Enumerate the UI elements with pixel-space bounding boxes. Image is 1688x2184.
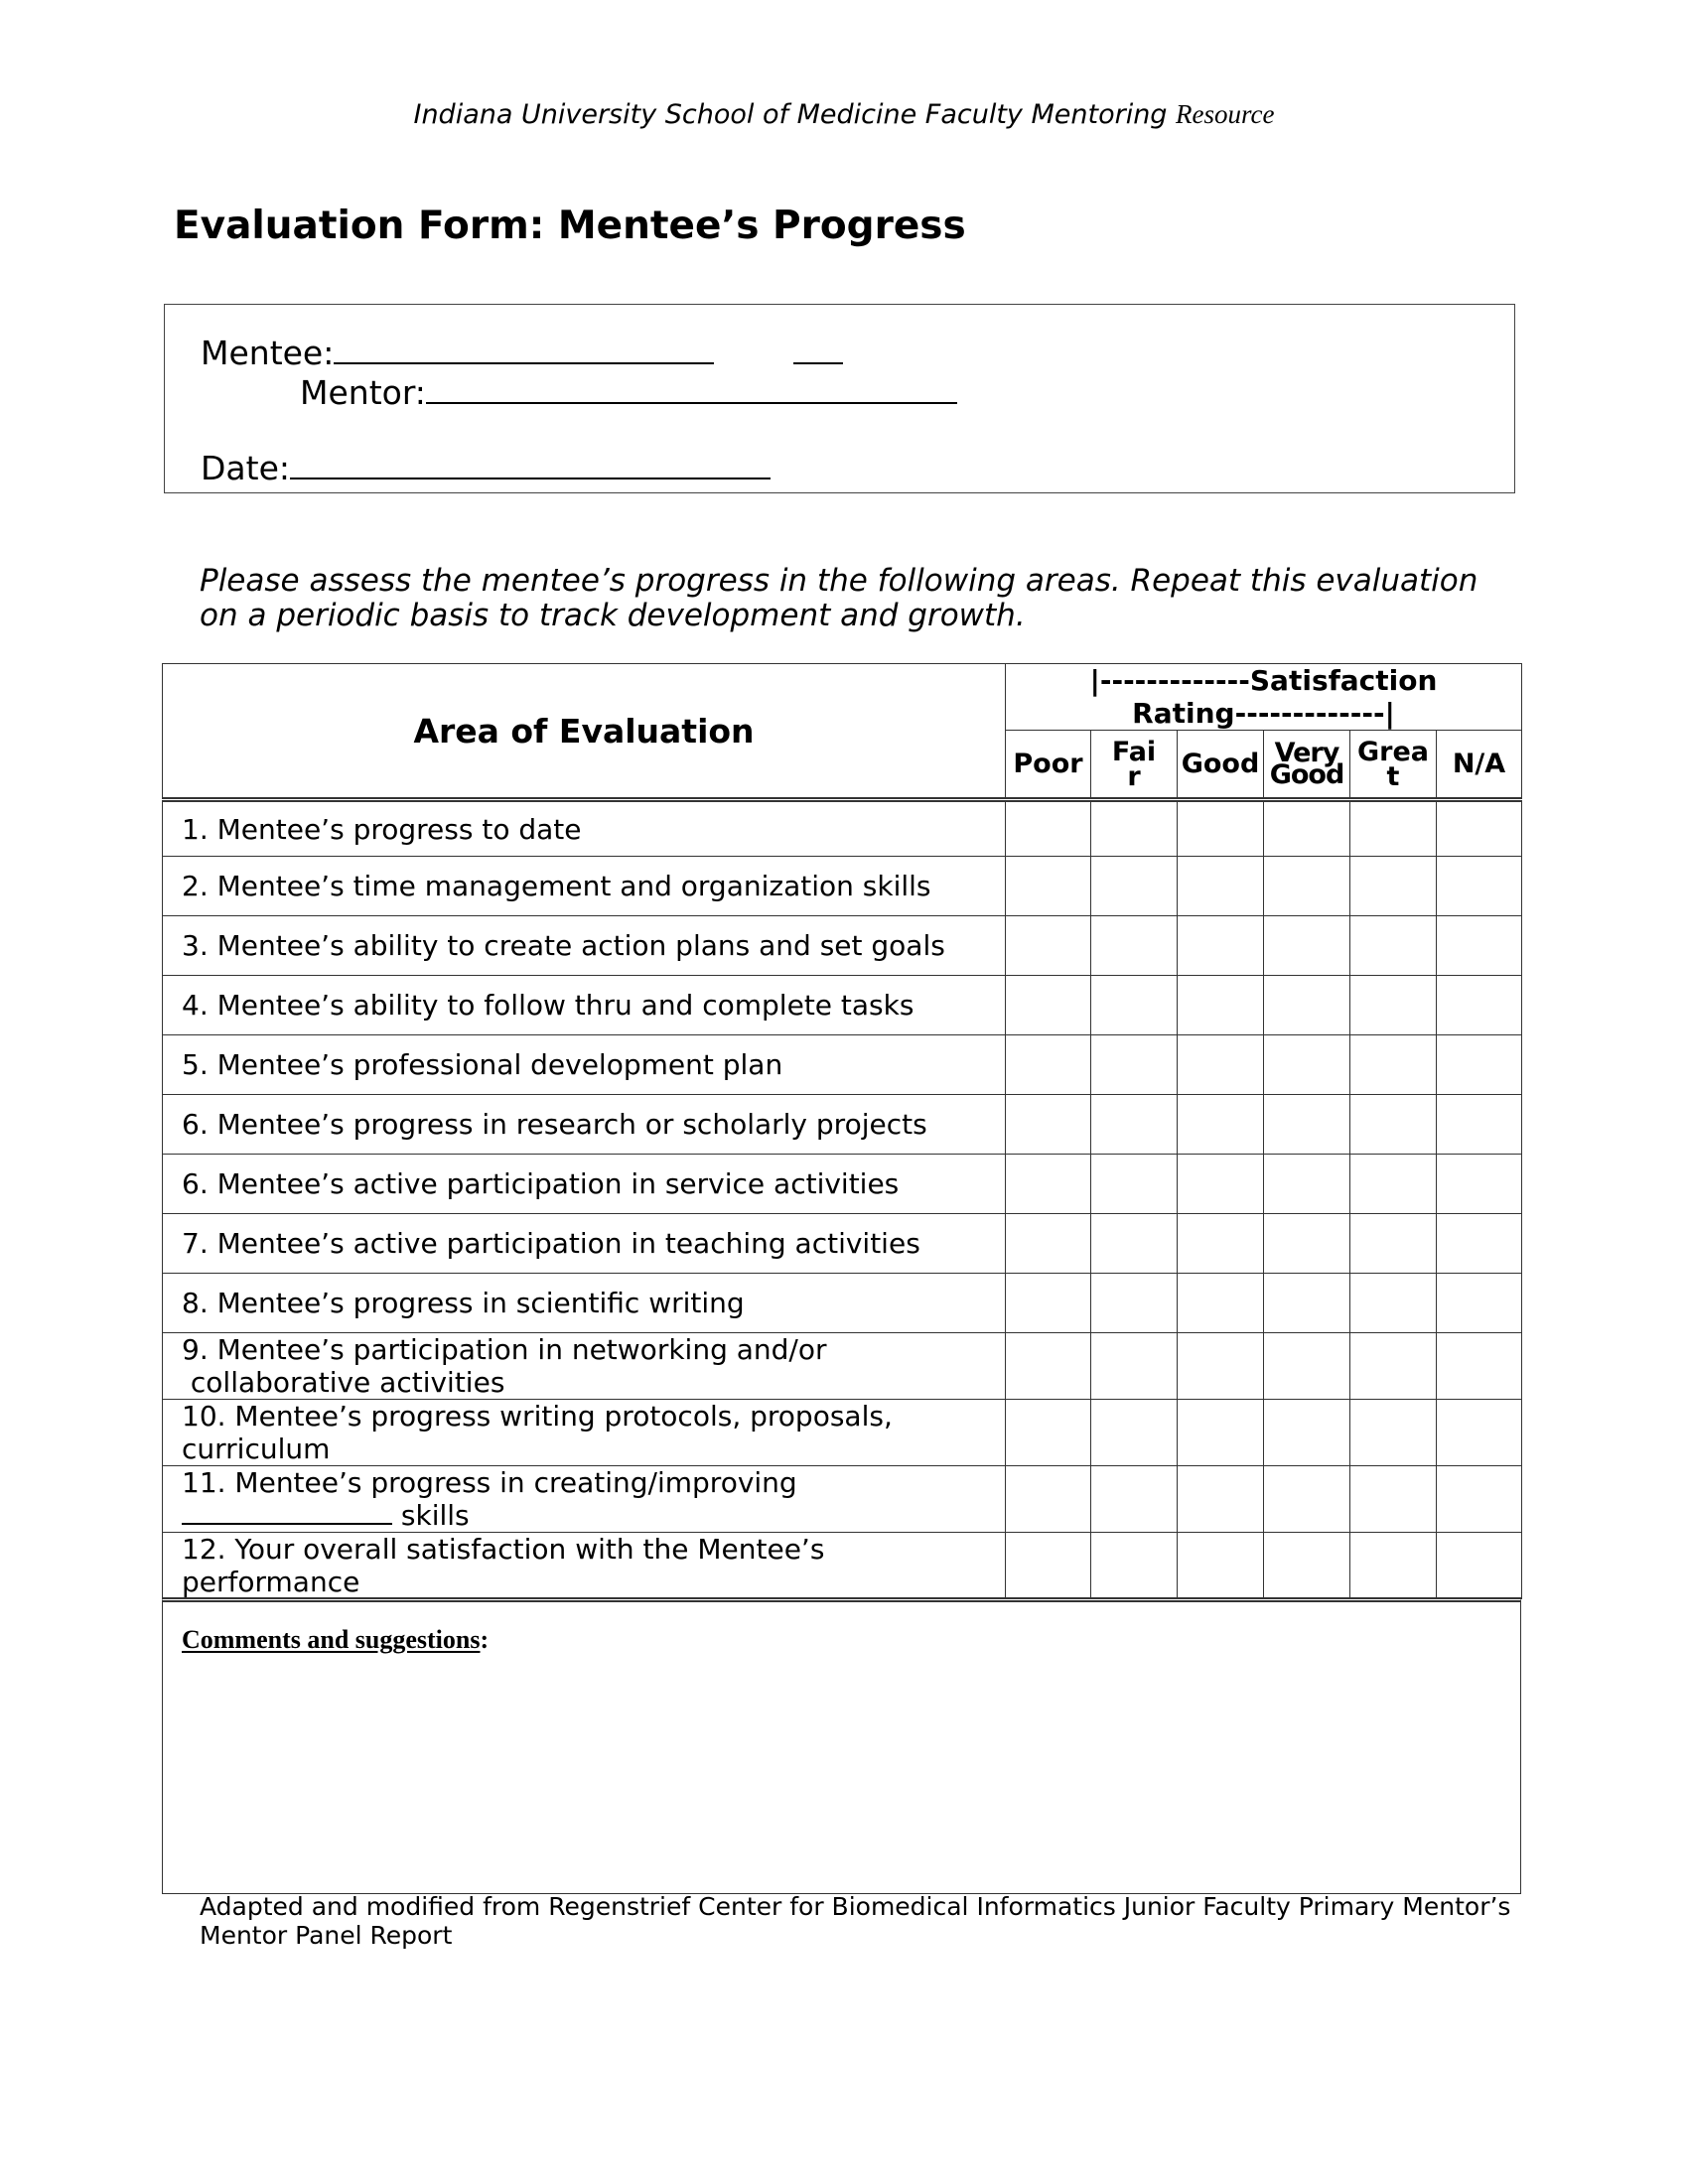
mentee-extra-input[interactable]: [793, 333, 843, 364]
rating-cell-very-good[interactable]: [1264, 1533, 1350, 1599]
skill-blank-input[interactable]: [182, 1499, 392, 1525]
page-title: Evaluation Form: Mentee’s Progress: [174, 204, 966, 248]
rating-cell-fair[interactable]: [1091, 1400, 1178, 1466]
rating-cell-great[interactable]: [1350, 857, 1437, 916]
rating-cell-good[interactable]: [1178, 1035, 1264, 1095]
rating-cell-very-good[interactable]: [1264, 1214, 1350, 1274]
rating-cell-great[interactable]: [1350, 1400, 1437, 1466]
table-header-row-1: [163, 664, 1522, 731]
rating-cell-na[interactable]: [1437, 916, 1522, 976]
rating-cell-fair[interactable]: [1091, 857, 1178, 916]
rating-cell-good[interactable]: [1178, 857, 1264, 916]
row-label: 2. Mentee’s time management and organization skills: [163, 857, 1006, 916]
rating-cell-fair[interactable]: [1091, 1095, 1178, 1155]
running-header: [0, 97, 1688, 132]
date-input[interactable]: [290, 448, 771, 479]
row-label: 4. Mentee’s ability to follow thru and complete tasks: [163, 976, 1006, 1035]
rating-cell-good[interactable]: [1178, 1466, 1264, 1533]
rating-cell-na[interactable]: [1437, 1333, 1522, 1400]
rating-cell-very-good[interactable]: [1264, 1333, 1350, 1400]
rating-cell-good[interactable]: [1178, 800, 1264, 857]
comments-label-text: Comments and suggestions: [182, 1625, 481, 1654]
row-label-line1: 9. Mentee’s participation in networking and/or: [182, 1333, 827, 1366]
rating-cell-fair[interactable]: [1091, 1466, 1178, 1533]
table-row: [163, 857, 1522, 916]
rating-cell-fair[interactable]: [1091, 1155, 1178, 1214]
row-label: 1. Mentee’s progress to date: [163, 800, 1006, 857]
row-label: [163, 1466, 1006, 1533]
date-label: Date:: [201, 449, 290, 487]
rating-cell-fair[interactable]: [1091, 1333, 1178, 1400]
rating-cell-na[interactable]: [1437, 800, 1522, 857]
rating-label-cont: r: [1127, 760, 1141, 792]
rating-cell-very-good[interactable]: [1264, 1155, 1350, 1214]
rating-cell-na[interactable]: [1437, 1466, 1522, 1533]
row-label-line2-wrap: [182, 1499, 997, 1532]
area-of-evaluation-header: [163, 664, 1006, 800]
row-label-line2: performance: [182, 1566, 360, 1598]
row-label-line2: collaborative activities: [182, 1366, 505, 1399]
rating-label-cont: Good: [1269, 758, 1344, 790]
row-label-line1: 11. Mentee’s progress in creating/improving: [182, 1466, 797, 1499]
rating-cell-na[interactable]: [1437, 1095, 1522, 1155]
rating-cell-na[interactable]: [1437, 1155, 1522, 1214]
rating-cell-poor[interactable]: [1006, 857, 1091, 916]
mentor-label: Mentor:: [300, 373, 426, 412]
rating-cell-poor[interactable]: [1006, 800, 1091, 857]
rating-cell-poor[interactable]: [1006, 916, 1091, 976]
rating-cell-good[interactable]: [1178, 1274, 1264, 1333]
rating-cell-fair[interactable]: [1091, 800, 1178, 857]
rating-cell-good[interactable]: [1178, 1333, 1264, 1400]
table-row: [163, 1400, 1522, 1466]
rating-cell-poor[interactable]: [1006, 1214, 1091, 1274]
rating-cell-very-good[interactable]: [1264, 1095, 1350, 1155]
rating-cell-na[interactable]: [1437, 1274, 1522, 1333]
info-box: [164, 304, 1515, 493]
rating-cell-na[interactable]: [1437, 976, 1522, 1035]
rating-cell-poor[interactable]: [1006, 1333, 1091, 1400]
rating-cell-fair[interactable]: [1091, 1533, 1178, 1599]
rating-cell-very-good[interactable]: [1264, 1274, 1350, 1333]
rating-cell-poor[interactable]: [1006, 1274, 1091, 1333]
rating-cell-very-good[interactable]: [1264, 916, 1350, 976]
footer-attribution: Adapted and modified from Regenstrief Center for Biomedical Informatics Junior Faculty Primary Mentor’s Mentor Panel Report: [200, 1892, 1511, 1950]
rating-cell-na[interactable]: [1437, 1533, 1522, 1599]
comments-label-colon: :: [480, 1625, 490, 1654]
rating-label: Good: [1181, 749, 1260, 779]
comments-box: [162, 1597, 1521, 1894]
rating-header-fair: [1091, 731, 1178, 800]
rating-cell-great[interactable]: [1350, 1214, 1437, 1274]
rating-cell-great[interactable]: [1350, 1466, 1437, 1533]
mentor-input[interactable]: [426, 372, 957, 404]
rating-cell-very-good[interactable]: [1264, 1400, 1350, 1466]
table-row: [163, 1533, 1522, 1599]
rating-label: Very: [1274, 737, 1339, 768]
table-row: [163, 1035, 1522, 1095]
row-label-line2: skills: [392, 1499, 470, 1532]
rating-header-very-good: [1264, 731, 1350, 800]
rating-cell-good[interactable]: [1178, 1095, 1264, 1155]
rating-header-poor: [1006, 731, 1091, 800]
rating-cell-very-good[interactable]: [1264, 1466, 1350, 1533]
mentor-field[interactable]: [300, 372, 957, 413]
mentee-label: Mentee:: [201, 334, 335, 372]
mentee-input[interactable]: [334, 333, 714, 364]
row-label: 8. Mentee’s progress in scientific writing: [163, 1274, 1006, 1333]
instructions: Please assess the mentee’s progress in the following areas. Repeat this evaluation on a periodic basis to track development and growth.: [200, 563, 1478, 633]
rating-cell-great[interactable]: [1350, 1035, 1437, 1095]
rating-label: N/A: [1452, 749, 1506, 779]
row-label-line1: 10. Mentee’s progress writing protocols, proposals,: [182, 1400, 893, 1433]
rating-cell-very-good[interactable]: [1264, 857, 1350, 916]
rating-cell-great[interactable]: [1350, 1155, 1437, 1214]
row-label: [163, 1400, 1006, 1466]
satisfaction-header-line2: Rating-------------|: [1132, 697, 1395, 730]
rating-cell-good[interactable]: [1178, 1155, 1264, 1214]
table-row: [163, 1095, 1522, 1155]
rating-cell-very-good[interactable]: [1264, 976, 1350, 1035]
rating-cell-very-good[interactable]: [1264, 1035, 1350, 1095]
rating-cell-good[interactable]: [1178, 916, 1264, 976]
rating-cell-great[interactable]: [1350, 1533, 1437, 1599]
satisfaction-rating-header: [1006, 664, 1522, 731]
table-row: [163, 1274, 1522, 1333]
row-label: 6. Mentee’s progress in research or scholarly projects: [163, 1095, 1006, 1155]
rating-cell-great[interactable]: [1350, 1095, 1437, 1155]
rating-cell-fair[interactable]: [1091, 916, 1178, 976]
comments-input[interactable]: [173, 1662, 1510, 1883]
row-label: 3. Mentee’s ability to create action plans and set goals: [163, 916, 1006, 976]
rating-label: Fai: [1111, 736, 1157, 767]
rating-cell-great[interactable]: [1350, 1274, 1437, 1333]
rating-cell-fair[interactable]: [1091, 976, 1178, 1035]
table-row: [163, 916, 1522, 976]
rating-cell-fair[interactable]: [1091, 1035, 1178, 1095]
row-label: [163, 1533, 1006, 1599]
rating-cell-great[interactable]: [1350, 1333, 1437, 1400]
rating-cell-good[interactable]: [1178, 976, 1264, 1035]
rating-cell-great[interactable]: [1350, 976, 1437, 1035]
rating-cell-poor[interactable]: [1006, 1095, 1091, 1155]
rating-header-na: [1437, 731, 1522, 800]
rating-cell-poor[interactable]: [1006, 1155, 1091, 1214]
row-label: 5. Mentee’s professional development plan: [163, 1035, 1006, 1095]
table-row: [163, 1214, 1522, 1274]
rating-cell-great[interactable]: [1350, 800, 1437, 857]
evaluation-table: [162, 663, 1522, 1599]
rating-label: Grea: [1356, 736, 1429, 767]
rating-cell-poor[interactable]: [1006, 1400, 1091, 1466]
table-row: [163, 1333, 1522, 1400]
table-row: [163, 976, 1522, 1035]
rating-cell-good[interactable]: [1178, 1214, 1264, 1274]
rating-cell-na[interactable]: [1437, 1214, 1522, 1274]
rating-header-good: [1178, 731, 1264, 800]
rating-cell-poor[interactable]: [1006, 976, 1091, 1035]
rating-cell-very-good[interactable]: [1264, 800, 1350, 857]
rating-cell-fair[interactable]: [1091, 1214, 1178, 1274]
rating-cell-na[interactable]: [1437, 1035, 1522, 1095]
comments-label: [182, 1625, 489, 1655]
table-row: [163, 800, 1522, 857]
row-label-line2: curriculum: [182, 1433, 331, 1465]
area-header-label: Area of Evaluation: [413, 711, 755, 751]
satisfaction-header-line1: |-------------Satisfaction: [1089, 664, 1438, 697]
rating-cell-na[interactable]: [1437, 1400, 1522, 1466]
table-row: [163, 1155, 1522, 1214]
rating-cell-poor[interactable]: [1006, 1035, 1091, 1095]
rating-cell-good[interactable]: [1178, 1400, 1264, 1466]
rating-cell-fair[interactable]: [1091, 1274, 1178, 1333]
rating-cell-great[interactable]: [1350, 916, 1437, 976]
date-field[interactable]: [201, 448, 771, 488]
rating-header-great: [1350, 731, 1437, 800]
row-label: [163, 1333, 1006, 1400]
rating-cell-na[interactable]: [1437, 857, 1522, 916]
rating-label-cont: t: [1386, 760, 1400, 792]
row-label-line1: 12. Your overall satisfaction with the Mentee’s: [182, 1533, 825, 1566]
rating-label: Poor: [1013, 749, 1083, 779]
row-label: 7. Mentee’s active participation in teaching activities: [163, 1214, 1006, 1274]
running-header-main: Indiana University School of Medicine Faculty Mentoring: [413, 99, 1168, 130]
mentee-field[interactable]: [201, 333, 843, 373]
rating-cell-poor[interactable]: [1006, 1533, 1091, 1599]
row-label: 6. Mentee’s active participation in service activities: [163, 1155, 1006, 1214]
rating-cell-good[interactable]: [1178, 1533, 1264, 1599]
table-row: [163, 1466, 1522, 1533]
rating-cell-poor[interactable]: [1006, 1466, 1091, 1533]
running-header-tail: Resource: [1176, 99, 1275, 129]
